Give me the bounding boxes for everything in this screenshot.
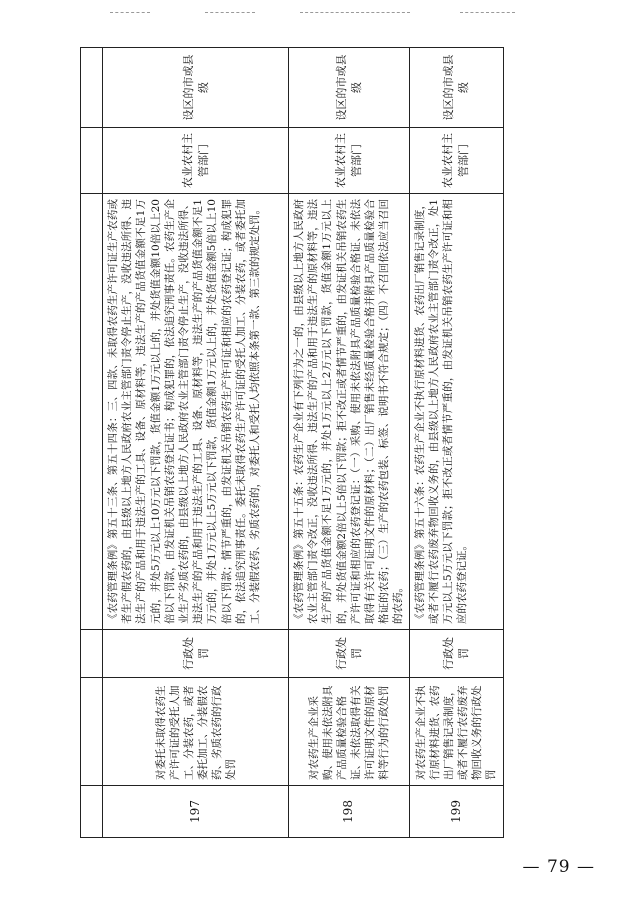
responsible-department: 农业农村主管部门 (103, 128, 289, 194)
item-name: 对委托未取得农药生产许可证的受托人加工、分装农药，或者委托加工、分装假农药、劣质农药的行政处罚 (103, 678, 289, 786)
scan-mark (460, 12, 515, 13)
administrative-level: 设区的市或县级 (409, 48, 503, 128)
legal-basis: 《农药管理条例》第五十五条：农药生产企业有下列行为之一的，由县级以上地方人民政府农业主管部门责令改正，没收违法所得、违法生产的产品和用于违法生产的原材料等，违法生产的产品货值金额不足1万元的，并处1万元以上2万元以下罚款，货值金额1万元以上的，并处货值金额2倍以上5倍以下罚款；拒不改正或者情节严重的，由发证机关吊销农药生产许可证和相应的农药登记证：（一）采购、使用未依法附具产品质量检验合格证、未依法取得有关许可证明文件的原材料；（二）出厂销售未经质量检验合格并附具产品质量检验合格证的农药；（三）生产的农药包装、标签、说明书不符合规定；（四）不召回依法应当召回的农药。 (289, 194, 410, 630)
administrative-level: 设区的市或县级 (103, 48, 289, 128)
row-number: 198 (289, 786, 410, 838)
item-category: 行政处罚 (103, 630, 289, 678)
legal-basis: 《农药管理条例》第五十三条、第五十四条：三、四款、未取得农药生产许可证生产农药或者生产假农药的，由县级以上地方人民政府农业主管部门责令停止生产，没收违法所得、违法生产的产品和用于违法生产的工具、设备、原材料等，违法生产的产品货值金额不足1万元的，并处5万元以上10万元以下罚款，货值金额1万元以上的，并处货值金额10倍以上20倍以下罚款，由发证机关吊销农药登记证书；构成犯罪的，依法追究刑事责任。农药生产企业生产劣质农药的，由县级以上地方人民政府农业主管部门责令停止生产，没收违法所得、违法生产的产品和用于违法生产的工具、设备、原材料等，违法生产的产品货值金额不足1万元的，并处1万元以上5万元以下罚款，货值金额1万元以上的，并处货值金额5倍以上10倍以下罚款；情节严重的，由发证机关吊销农药生产许可证和相应的农药登记证；构成犯罪的，依法追究刑事责任。委托未取得农药生产许可证的受托人加工、分装农药，或者委托加工、分装假农药、劣质农药的，对委托人和受托人均依照本条第一款、第三款的规定处罚。 (103, 194, 289, 630)
responsible-department: 农业农村主管部门 (409, 128, 503, 194)
penalty-table (80, 47, 504, 838)
table-cell (81, 48, 103, 128)
item-category: 行政处罚 (409, 630, 503, 678)
administrative-level: 设区的市或县级 (289, 48, 410, 128)
scan-mark (205, 12, 255, 13)
item-name: 对农药生产企业采购、使用未依法附具产品质量检验合格证、未依法取得有关许可证明文件的原材料等行为的行政处罚 (289, 678, 410, 786)
table-cell (81, 786, 103, 838)
table-cell (81, 678, 103, 786)
item-category: 行政处罚 (289, 630, 410, 678)
legal-basis: 《农药管理条例》第五十六条：农药生产企业不执行原材料进货、农药出厂销售记录制度，或者不履行农药废弃物回收义务的，由县级以上地方人民政府农业主管部门责令改正，处1万元以上5万元以下罚款；拒不改正或者情节严重的，由发证机关吊销农药生产许可证和相应的农药登记证。 (409, 194, 503, 630)
rotated-table-sheet (80, 48, 500, 838)
table-header-gap-row (81, 48, 103, 838)
table-cell (81, 128, 103, 194)
table-row (289, 48, 410, 838)
table-cell (81, 630, 103, 678)
scan-mark (300, 12, 410, 13)
responsible-department: 农业农村主管部门 (289, 128, 410, 194)
rotated-table (80, 48, 500, 838)
item-name: 对农药生产企业不执行原材料进货、农药出厂销售记录制度，或者不履行农药废弃物回收义务的行政处罚 (409, 678, 503, 786)
row-number: 197 (103, 786, 289, 838)
table-row (409, 48, 503, 838)
table-cell (81, 194, 103, 630)
scan-mark (110, 12, 150, 13)
row-number: 199 (409, 786, 503, 838)
page-number: — 79 — (522, 857, 595, 877)
table-row (103, 48, 289, 838)
